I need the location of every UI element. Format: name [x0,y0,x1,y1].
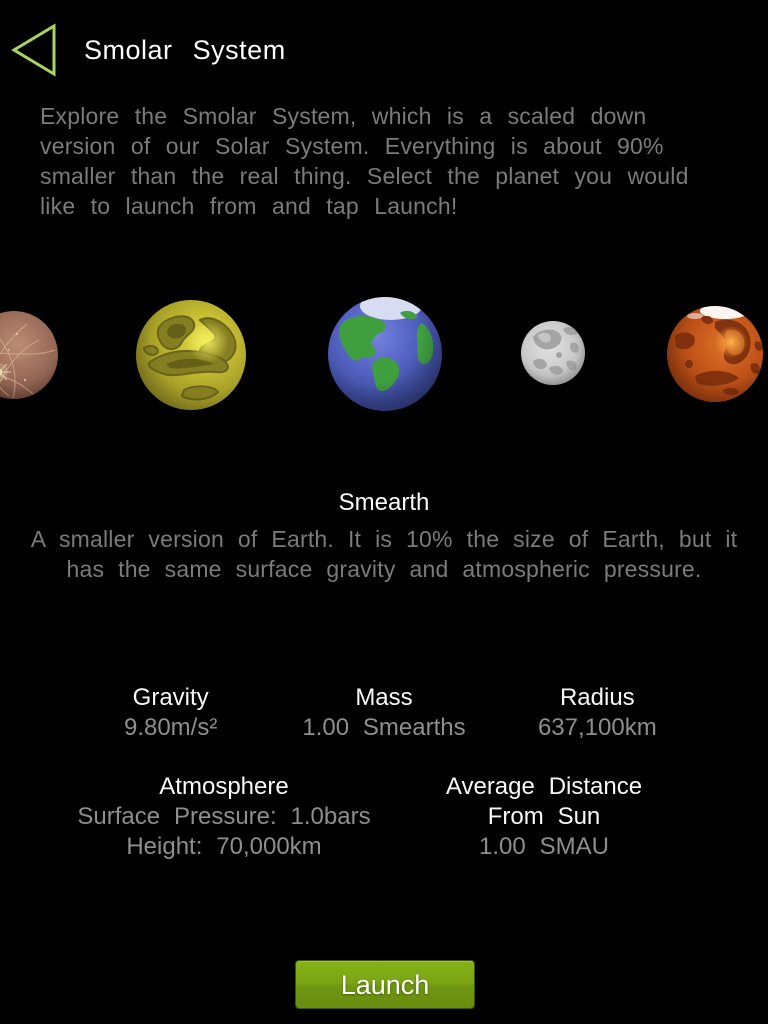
stat-atmosphere [64,772,384,862]
stat-gravity [64,683,277,743]
yellow-swirl-planet-icon [136,300,246,410]
brown-lined-planet-icon [0,310,59,400]
stat-gravity-label: Gravity [132,684,209,711]
intro-text: Explore the Smolar System, which is a scaled down version of our Solar System. Everything is about 90% smaller than the real thing. Select the planet you would like to launch from and tap Launch! [40,103,689,219]
planet-button-3-selected[interactable] [328,297,442,411]
stats-row-2 [64,772,704,862]
planet-button-5[interactable] [667,306,763,402]
stats-row-1 [64,683,704,743]
planet-button-4[interactable] [521,321,585,385]
back-button[interactable] [10,22,60,78]
stat-radius [491,683,704,743]
planet-button-1[interactable] [0,310,59,400]
stat-atmosphere-height: Height: 70,000km [126,833,322,860]
selected-planet-name: Smearth [338,489,430,516]
selected-planet-description: A smaller version of Earth. It is 10% the size of Earth, but it has the same surface gravity and atmospheric pressure. [30,526,738,582]
stat-gravity-value: 9.80m/s² [123,714,218,741]
stat-mass-value: 1.00 Smearths [302,714,466,741]
launch-button-label: Launch [340,969,430,1000]
stat-radius-label: Radius [559,684,635,711]
planet-button-2[interactable] [136,300,246,410]
stat-distance [384,772,704,862]
page-title: Smolar System [84,35,286,65]
earth-like-planet-icon [328,297,442,411]
stat-mass-label: Mass [355,684,413,711]
stat-atmosphere-label: Atmosphere [159,773,289,800]
stat-mass [277,683,490,743]
back-triangle-icon [10,22,60,78]
stat-distance-value: 1.00 SMAU [479,833,609,860]
launch-button[interactable] [296,961,474,1008]
stat-radius-value: 637,100km [537,714,657,741]
gray-moon-icon [521,321,585,385]
stat-atmosphere-pressure: Surface Pressure: 1.0bars [77,803,371,830]
red-mars-planet-icon [667,306,763,402]
stat-distance-label: Average Distance From Sun [445,773,643,830]
